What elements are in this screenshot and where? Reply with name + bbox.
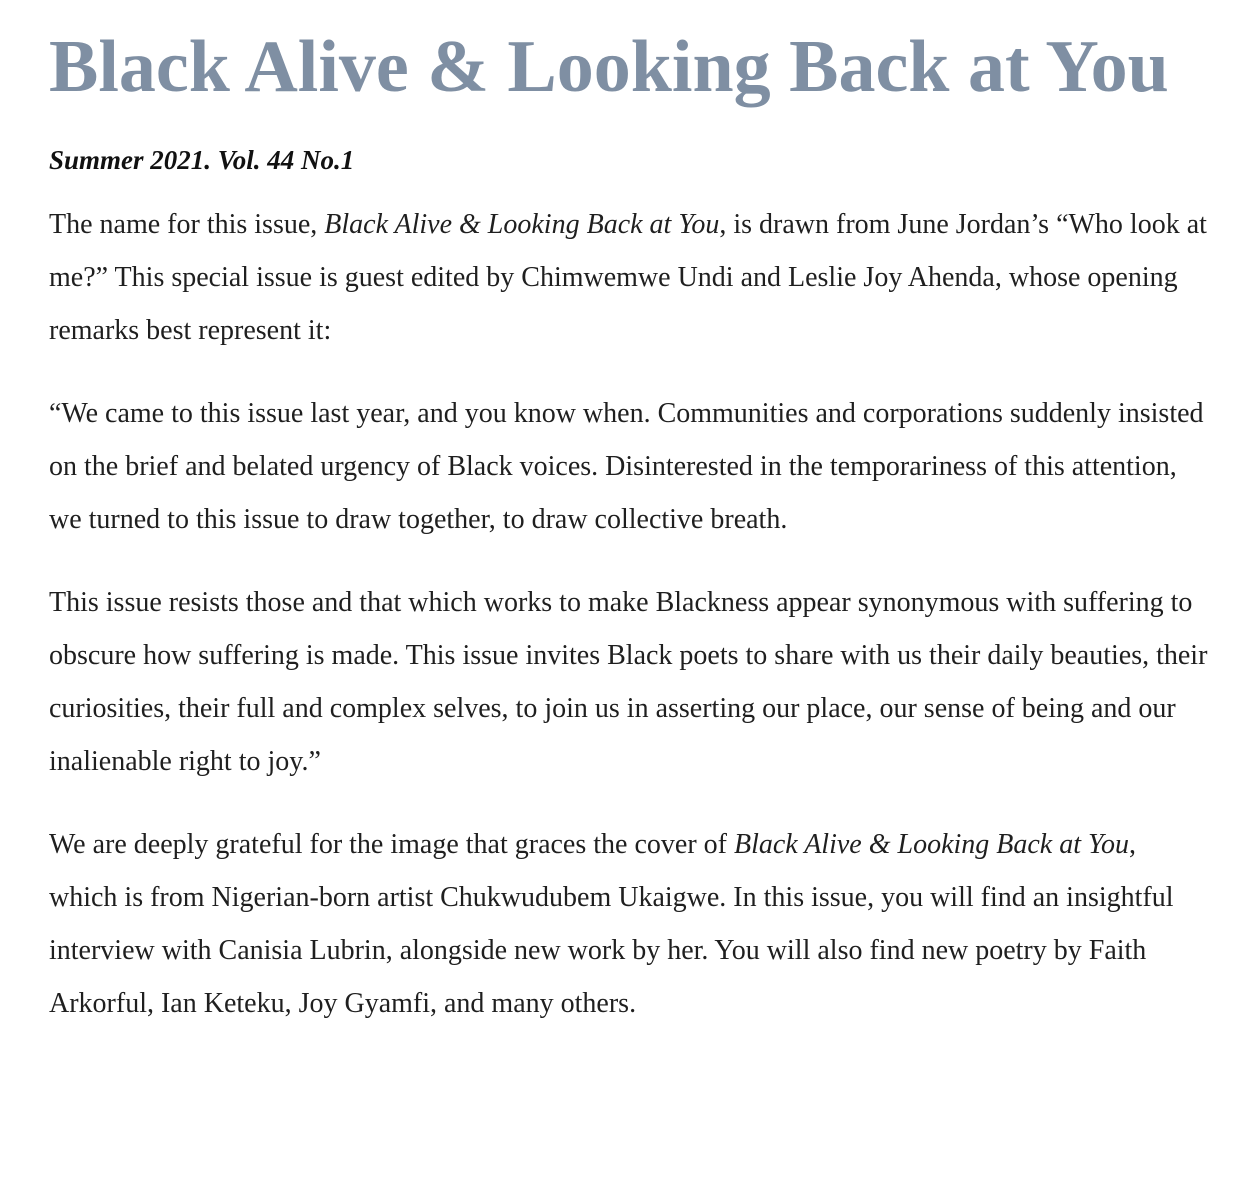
- quote-paragraph-1: “We came to this issue last year, and you know when. Communities and corporations suddenly insisted on the brief and belated urgency of Black voices. Disinterested in the temporariness of this attention, we turned to this issue to draw together, to draw collective breath.: [49, 398, 1204, 535]
- issue-info: Summer 2021. Vol. 44 No.1: [49, 145, 355, 175]
- closing-paragraph: [49, 818, 1210, 1030]
- page-title: Black Alive & Looking Back at You: [49, 26, 1169, 108]
- intro-text-start: The name for this issue,: [49, 209, 325, 240]
- closing-text-start: We are deeply grateful for the image that graces the cover of: [49, 829, 734, 860]
- issue-title-italic: Black Alive & Looking Back at You: [324, 209, 720, 240]
- closing-text-end: , which is from Nigerian-born artist Chukwudubem Ukaigwe. In this issue, you will find an insightful interview with Canisia Lubrin, alongside new work by her. You will also find new poetry by Faith Arkorful, Ian Keteku, Joy Gyamfi, and many others.: [49, 829, 1174, 1019]
- quote-paragraph-2: This issue resists those and that which works to make Blackness appear synonymous with suffering to obscure how suffering is made. This issue invites Black poets to share with us their daily beauties, their curiosities, their full and complex selves, to join us in asserting our place, our sense of being and our inalienable right to joy.”: [49, 587, 1208, 777]
- cover-title-italic: Black Alive & Looking Back at You: [733, 829, 1130, 860]
- intro-paragraph: [49, 198, 1210, 357]
- intro-text-end: , is drawn from June Jordan’s “Who look at me?” This special issue is guest edited by Chimwemwe Undi and Leslie Joy Ahenda, whose opening remarks best represent it:: [49, 209, 1207, 346]
